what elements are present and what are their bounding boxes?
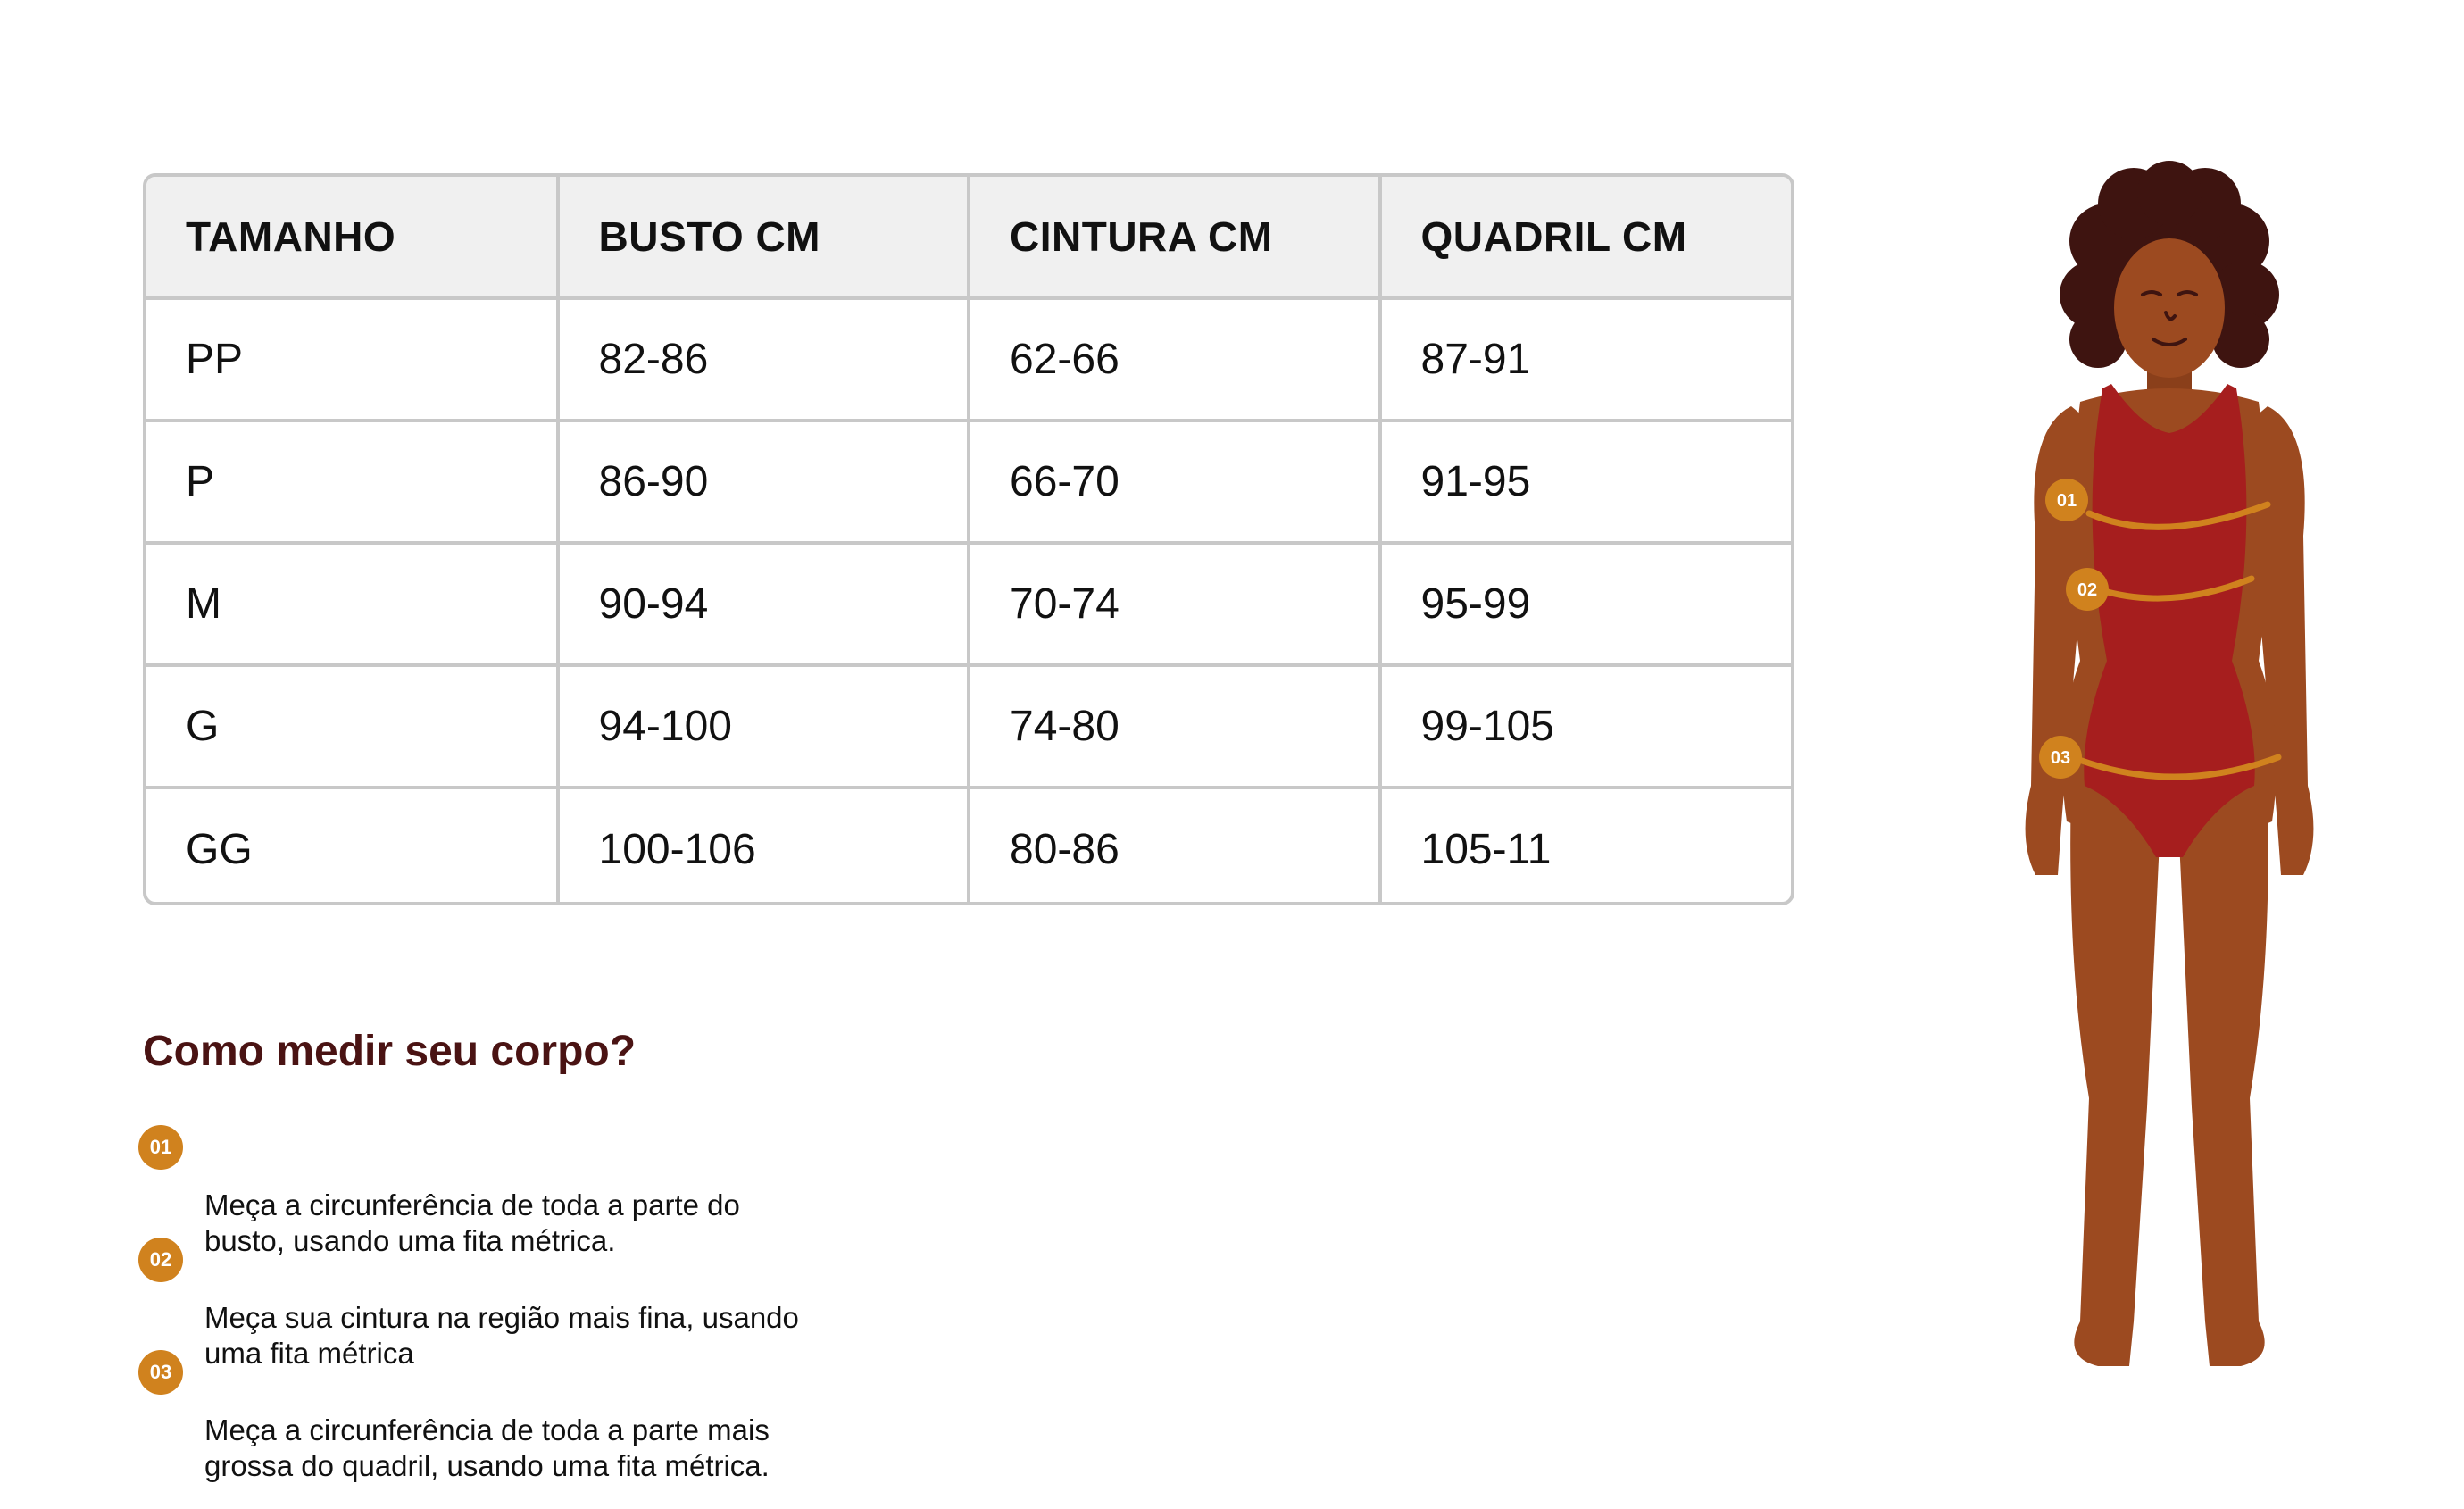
marker-label: 03 <box>2050 748 2071 768</box>
marker-label: 02 <box>2077 580 2098 600</box>
header-tamanho: TAMANHO <box>146 177 558 298</box>
step-waist <box>138 1229 870 1370</box>
bust-cell: 90-94 <box>558 543 970 665</box>
hip-cell: 95-99 <box>1380 543 1792 665</box>
step-number-badge: 02 <box>138 1238 183 1282</box>
hip-cell: 87-91 <box>1380 298 1792 421</box>
waist-cell: 80-86 <box>969 788 1380 905</box>
marker-waist <box>2066 568 2109 611</box>
waist-cell: 66-70 <box>969 421 1380 543</box>
size-cell: P <box>146 421 558 543</box>
size-cell: PP <box>146 298 558 421</box>
hip-cell: 91-95 <box>1380 421 1792 543</box>
bust-cell: 86-90 <box>558 421 970 543</box>
swimsuit <box>2084 384 2254 857</box>
legs <box>2070 786 2268 1366</box>
size-cell: G <box>146 665 558 788</box>
face <box>2114 238 2225 378</box>
table-header-row <box>146 177 1791 298</box>
measure-steps <box>138 1116 870 1482</box>
step-hip <box>138 1341 870 1482</box>
size-table <box>143 173 1794 905</box>
body-measurement-illustration <box>1964 161 2375 1393</box>
size-cell: M <box>146 543 558 665</box>
header-busto: BUSTO CM <box>558 177 970 298</box>
table-row <box>146 421 1791 543</box>
table-row <box>146 543 1791 665</box>
marker-hip <box>2039 736 2082 779</box>
step-text: Meça a circunferência de toda a parte mais grossa do quadril, usando uma fita métrica. <box>204 1413 770 1482</box>
table-row <box>146 788 1791 905</box>
step-text: Meça a circunferência de toda a parte do busto, usando uma fita métrica. <box>204 1188 740 1257</box>
step-text: Meça sua cintura na região mais fina, usando uma fita métrica <box>204 1301 799 1370</box>
bust-cell: 100-106 <box>558 788 970 905</box>
size-cell: GG <box>146 788 558 905</box>
header-cintura: CINTURA CM <box>969 177 1380 298</box>
table-row <box>146 665 1791 788</box>
header-quadril: QUADRIL CM <box>1380 177 1792 298</box>
hip-cell: 99-105 <box>1380 665 1792 788</box>
step-bust <box>138 1116 870 1257</box>
woman-figure-illustration <box>1964 161 2375 1393</box>
bust-cell: 82-86 <box>558 298 970 421</box>
hip-cell: 105-11 <box>1380 788 1792 905</box>
step-number-badge: 01 <box>138 1125 183 1170</box>
guide-title: Como medir seu corpo? <box>143 1028 637 1075</box>
waist-cell: 70-74 <box>969 543 1380 665</box>
bust-cell: 94-100 <box>558 665 970 788</box>
marker-bust <box>2045 479 2088 521</box>
step-number-badge: 03 <box>138 1350 183 1395</box>
table-row <box>146 298 1791 421</box>
size-chart <box>146 177 1791 905</box>
waist-cell: 62-66 <box>969 298 1380 421</box>
waist-cell: 74-80 <box>969 665 1380 788</box>
marker-label: 01 <box>2056 491 2077 511</box>
